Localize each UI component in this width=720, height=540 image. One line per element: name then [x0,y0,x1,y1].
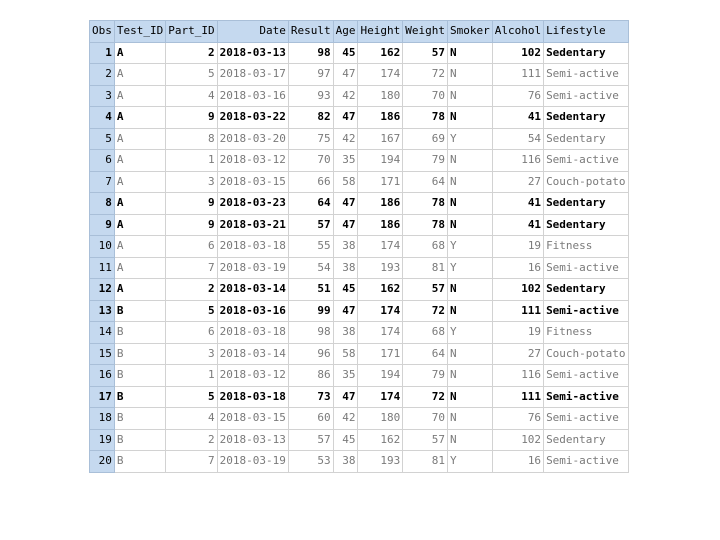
cell-height[interactable]: 174 [358,64,403,86]
cell-height[interactable]: 193 [358,257,403,279]
cell-alcohol[interactable]: 41 [492,214,543,236]
cell-lifestyle[interactable]: Sedentary [544,214,628,236]
cell-date[interactable]: 2018-03-19 [217,451,288,473]
cell-alcohol[interactable]: 102 [492,429,543,451]
cell-lifestyle[interactable]: Semi-active [544,386,628,408]
table-row[interactable] [90,300,629,322]
cell-age[interactable]: 47 [333,386,358,408]
cell-weight[interactable]: 72 [403,386,448,408]
cell-part-id[interactable]: 2 [166,279,217,301]
cell-test-id[interactable]: A [114,279,165,301]
cell-date[interactable]: 2018-03-19 [217,257,288,279]
cell-lifestyle[interactable]: Semi-active [544,365,628,387]
cell-height[interactable]: 180 [358,85,403,107]
cell-alcohol[interactable]: 116 [492,365,543,387]
cell-date[interactable]: 2018-03-13 [217,429,288,451]
cell-age[interactable]: 35 [333,365,358,387]
cell-weight[interactable]: 78 [403,214,448,236]
cell-alcohol[interactable]: 111 [492,386,543,408]
table-row[interactable] [90,322,629,344]
cell-height[interactable]: 174 [358,322,403,344]
cell-lifestyle[interactable]: Semi-active [544,150,628,172]
cell-lifestyle[interactable]: Sedentary [544,429,628,451]
cell-result[interactable]: 75 [288,128,333,150]
cell-part-id[interactable]: 9 [166,193,217,215]
cell-lifestyle[interactable]: Semi-active [544,257,628,279]
column-header-result[interactable]: Result [288,21,333,43]
cell-test-id[interactable]: A [114,214,165,236]
cell-date[interactable]: 2018-03-13 [217,42,288,64]
cell-height[interactable]: 194 [358,365,403,387]
cell-weight[interactable]: 70 [403,408,448,430]
cell-age[interactable]: 45 [333,429,358,451]
cell-lifestyle[interactable]: Couch-potato [544,343,628,365]
cell-result[interactable]: 73 [288,386,333,408]
column-header-alcohol[interactable]: Alcohol [492,21,543,43]
cell-height[interactable]: 194 [358,150,403,172]
cell-smoker[interactable]: N [447,193,492,215]
cell-test-id[interactable]: A [114,193,165,215]
cell-alcohol[interactable]: 27 [492,171,543,193]
cell-smoker[interactable]: N [447,429,492,451]
cell-test-id[interactable]: B [114,365,165,387]
cell-height[interactable]: 186 [358,193,403,215]
row-number[interactable]: 16 [90,365,115,387]
cell-test-id[interactable]: B [114,429,165,451]
row-number[interactable]: 10 [90,236,115,258]
cell-date[interactable]: 2018-03-21 [217,214,288,236]
cell-alcohol[interactable]: 116 [492,150,543,172]
cell-age[interactable]: 47 [333,193,358,215]
cell-weight[interactable]: 57 [403,42,448,64]
cell-weight[interactable]: 79 [403,365,448,387]
column-header-test-id[interactable]: Test_ID [114,21,165,43]
table-body [90,42,629,472]
cell-result[interactable]: 93 [288,85,333,107]
cell-part-id[interactable]: 2 [166,429,217,451]
cell-age[interactable]: 47 [333,300,358,322]
cell-alcohol[interactable]: 76 [492,408,543,430]
cell-result[interactable]: 96 [288,343,333,365]
cell-date[interactable]: 2018-03-23 [217,193,288,215]
cell-lifestyle[interactable]: Sedentary [544,42,628,64]
table-row[interactable] [90,386,629,408]
cell-date[interactable]: 2018-03-12 [217,150,288,172]
cell-weight[interactable]: 68 [403,322,448,344]
cell-date[interactable]: 2018-03-12 [217,365,288,387]
cell-lifestyle[interactable]: Sedentary [544,128,628,150]
cell-part-id[interactable]: 5 [166,64,217,86]
column-header-part-id[interactable]: Part_ID [166,21,217,43]
cell-lifestyle[interactable]: Couch-potato [544,171,628,193]
table-row[interactable] [90,236,629,258]
cell-age[interactable]: 47 [333,107,358,129]
row-number[interactable]: 8 [90,193,115,215]
column-header-smoker[interactable]: Smoker [447,21,492,43]
cell-lifestyle[interactable]: Sedentary [544,107,628,129]
cell-alcohol[interactable]: 19 [492,322,543,344]
cell-result[interactable]: 55 [288,236,333,258]
row-number[interactable]: 3 [90,85,115,107]
cell-smoker[interactable]: N [447,343,492,365]
row-number[interactable]: 12 [90,279,115,301]
cell-part-id[interactable]: 1 [166,150,217,172]
cell-weight[interactable]: 78 [403,193,448,215]
cell-weight[interactable]: 79 [403,150,448,172]
cell-lifestyle[interactable]: Semi-active [544,451,628,473]
cell-lifestyle[interactable]: Fitness [544,236,628,258]
cell-alcohol[interactable]: 111 [492,64,543,86]
cell-age[interactable]: 45 [333,279,358,301]
cell-part-id[interactable]: 5 [166,300,217,322]
cell-weight[interactable]: 64 [403,343,448,365]
cell-smoker[interactable]: N [447,42,492,64]
row-number[interactable]: 13 [90,300,115,322]
cell-smoker[interactable]: Y [447,236,492,258]
cell-age[interactable]: 42 [333,408,358,430]
cell-lifestyle[interactable]: Sedentary [544,193,628,215]
cell-height[interactable]: 162 [358,279,403,301]
cell-date[interactable]: 2018-03-15 [217,408,288,430]
cell-age[interactable]: 45 [333,42,358,64]
cell-lifestyle[interactable]: Semi-active [544,300,628,322]
column-header-age[interactable]: Age [333,21,358,43]
cell-smoker[interactable]: Y [447,451,492,473]
cell-test-id[interactable]: B [114,300,165,322]
cell-part-id[interactable]: 5 [166,386,217,408]
cell-weight[interactable]: 57 [403,279,448,301]
cell-smoker[interactable]: N [447,64,492,86]
cell-date[interactable]: 2018-03-14 [217,279,288,301]
cell-height[interactable]: 186 [358,107,403,129]
cell-age[interactable]: 47 [333,214,358,236]
cell-alcohol[interactable]: 102 [492,42,543,64]
cell-test-id[interactable]: B [114,386,165,408]
row-number[interactable]: 18 [90,408,115,430]
row-number[interactable]: 17 [90,386,115,408]
row-number[interactable]: 9 [90,214,115,236]
cell-part-id[interactable]: 6 [166,236,217,258]
cell-weight[interactable]: 81 [403,257,448,279]
cell-alcohol[interactable]: 16 [492,451,543,473]
cell-date[interactable]: 2018-03-16 [217,300,288,322]
cell-part-id[interactable]: 3 [166,343,217,365]
table-row[interactable] [90,451,629,473]
cell-part-id[interactable]: 3 [166,171,217,193]
cell-date[interactable]: 2018-03-14 [217,343,288,365]
cell-alcohol[interactable]: 54 [492,128,543,150]
cell-alcohol[interactable]: 102 [492,279,543,301]
cell-age[interactable]: 42 [333,85,358,107]
cell-test-id[interactable]: A [114,236,165,258]
cell-smoker[interactable]: N [447,150,492,172]
cell-date[interactable]: 2018-03-22 [217,107,288,129]
cell-smoker[interactable]: Y [447,257,492,279]
cell-test-id[interactable]: B [114,343,165,365]
cell-part-id[interactable]: 7 [166,257,217,279]
cell-height[interactable]: 162 [358,42,403,64]
cell-result[interactable]: 57 [288,429,333,451]
cell-date[interactable]: 2018-03-18 [217,322,288,344]
cell-smoker[interactable]: Y [447,322,492,344]
cell-height[interactable]: 167 [358,128,403,150]
cell-height[interactable]: 186 [358,214,403,236]
cell-date[interactable]: 2018-03-18 [217,236,288,258]
cell-alcohol[interactable]: 16 [492,257,543,279]
cell-height[interactable]: 171 [358,171,403,193]
cell-weight[interactable]: 72 [403,300,448,322]
cell-part-id[interactable]: 2 [166,42,217,64]
cell-age[interactable]: 58 [333,343,358,365]
cell-age[interactable]: 42 [333,128,358,150]
cell-test-id[interactable]: A [114,128,165,150]
cell-age[interactable]: 38 [333,451,358,473]
cell-alcohol[interactable]: 41 [492,107,543,129]
cell-part-id[interactable]: 4 [166,408,217,430]
cell-smoker[interactable]: N [447,365,492,387]
row-number[interactable]: 15 [90,343,115,365]
cell-alcohol[interactable]: 41 [492,193,543,215]
cell-smoker[interactable]: N [447,214,492,236]
cell-weight[interactable]: 57 [403,429,448,451]
column-header-date[interactable]: Date [217,21,288,43]
cell-height[interactable]: 174 [358,236,403,258]
cell-result[interactable]: 98 [288,42,333,64]
cell-alcohol[interactable]: 19 [492,236,543,258]
cell-lifestyle[interactable]: Sedentary [544,279,628,301]
cell-date[interactable]: 2018-03-18 [217,386,288,408]
row-number[interactable]: 6 [90,150,115,172]
cell-smoker[interactable]: N [447,171,492,193]
cell-test-id[interactable]: A [114,150,165,172]
cell-smoker[interactable]: N [447,300,492,322]
table-row[interactable] [90,107,629,129]
row-number[interactable]: 1 [90,42,115,64]
data-table [89,20,629,473]
row-number[interactable]: 20 [90,451,115,473]
cell-result[interactable]: 64 [288,193,333,215]
cell-weight[interactable]: 78 [403,107,448,129]
row-number[interactable]: 5 [90,128,115,150]
cell-test-id[interactable]: B [114,408,165,430]
column-header-lifestyle[interactable]: Lifestyle [544,21,628,43]
cell-lifestyle[interactable]: Fitness [544,322,628,344]
cell-result[interactable]: 97 [288,64,333,86]
cell-weight[interactable]: 72 [403,64,448,86]
cell-age[interactable]: 38 [333,322,358,344]
table-row[interactable] [90,128,629,150]
cell-lifestyle[interactable]: Semi-active [544,64,628,86]
cell-smoker[interactable]: N [447,279,492,301]
cell-weight[interactable]: 69 [403,128,448,150]
cell-part-id[interactable]: 8 [166,128,217,150]
cell-test-id[interactable]: B [114,322,165,344]
table-row[interactable] [90,257,629,279]
cell-result[interactable]: 51 [288,279,333,301]
table-row[interactable] [90,365,629,387]
cell-result[interactable]: 70 [288,150,333,172]
cell-test-id[interactable]: A [114,85,165,107]
cell-test-id[interactable]: A [114,171,165,193]
row-number[interactable]: 19 [90,429,115,451]
cell-weight[interactable]: 70 [403,85,448,107]
cell-result[interactable]: 82 [288,107,333,129]
header-row [90,21,629,43]
row-number[interactable]: 2 [90,64,115,86]
cell-smoker[interactable]: N [447,107,492,129]
cell-height[interactable]: 174 [358,386,403,408]
cell-result[interactable]: 66 [288,171,333,193]
cell-result[interactable]: 57 [288,214,333,236]
cell-part-id[interactable]: 9 [166,214,217,236]
cell-result[interactable]: 53 [288,451,333,473]
table-header [90,21,629,43]
cell-smoker[interactable]: N [447,408,492,430]
cell-age[interactable]: 38 [333,257,358,279]
cell-date[interactable]: 2018-03-15 [217,171,288,193]
cell-alcohol[interactable]: 76 [492,85,543,107]
cell-weight[interactable]: 81 [403,451,448,473]
cell-weight[interactable]: 64 [403,171,448,193]
cell-date[interactable]: 2018-03-20 [217,128,288,150]
cell-result[interactable]: 99 [288,300,333,322]
cell-height[interactable]: 174 [358,300,403,322]
cell-age[interactable]: 38 [333,236,358,258]
table-row[interactable] [90,214,629,236]
cell-height[interactable]: 162 [358,429,403,451]
cell-alcohol[interactable]: 27 [492,343,543,365]
table-row[interactable] [90,171,629,193]
cell-part-id[interactable]: 7 [166,451,217,473]
cell-smoker[interactable]: N [447,85,492,107]
cell-test-id[interactable]: A [114,42,165,64]
cell-part-id[interactable]: 4 [166,85,217,107]
cell-result[interactable]: 86 [288,365,333,387]
table-row[interactable] [90,429,629,451]
row-number[interactable]: 11 [90,257,115,279]
cell-date[interactable]: 2018-03-17 [217,64,288,86]
column-header-height[interactable]: Height [358,21,403,43]
cell-test-id[interactable]: A [114,107,165,129]
row-number[interactable]: 14 [90,322,115,344]
cell-date[interactable]: 2018-03-16 [217,85,288,107]
cell-result[interactable]: 60 [288,408,333,430]
cell-lifestyle[interactable]: Semi-active [544,85,628,107]
cell-test-id[interactable]: B [114,451,165,473]
cell-test-id[interactable]: A [114,257,165,279]
cell-height[interactable]: 193 [358,451,403,473]
cell-test-id[interactable]: A [114,64,165,86]
column-header-obs[interactable]: Obs [90,21,115,43]
cell-part-id[interactable]: 1 [166,365,217,387]
cell-smoker[interactable]: N [447,386,492,408]
row-number[interactable]: 4 [90,107,115,129]
cell-part-id[interactable]: 6 [166,322,217,344]
cell-alcohol[interactable]: 111 [492,300,543,322]
cell-part-id[interactable]: 9 [166,107,217,129]
table-row[interactable] [90,150,629,172]
cell-result[interactable]: 54 [288,257,333,279]
row-number[interactable]: 7 [90,171,115,193]
cell-age[interactable]: 58 [333,171,358,193]
cell-height[interactable]: 180 [358,408,403,430]
table-row[interactable] [90,42,629,64]
cell-height[interactable]: 171 [358,343,403,365]
cell-lifestyle[interactable]: Semi-active [544,408,628,430]
table-row[interactable] [90,193,629,215]
column-header-weight[interactable]: Weight [403,21,448,43]
table-row[interactable] [90,64,629,86]
cell-smoker[interactable]: Y [447,128,492,150]
cell-weight[interactable]: 68 [403,236,448,258]
table-row[interactable] [90,85,629,107]
cell-result[interactable]: 98 [288,322,333,344]
cell-age[interactable]: 47 [333,64,358,86]
table-row[interactable] [90,408,629,430]
cell-age[interactable]: 35 [333,150,358,172]
table-row[interactable] [90,279,629,301]
table-row[interactable] [90,343,629,365]
